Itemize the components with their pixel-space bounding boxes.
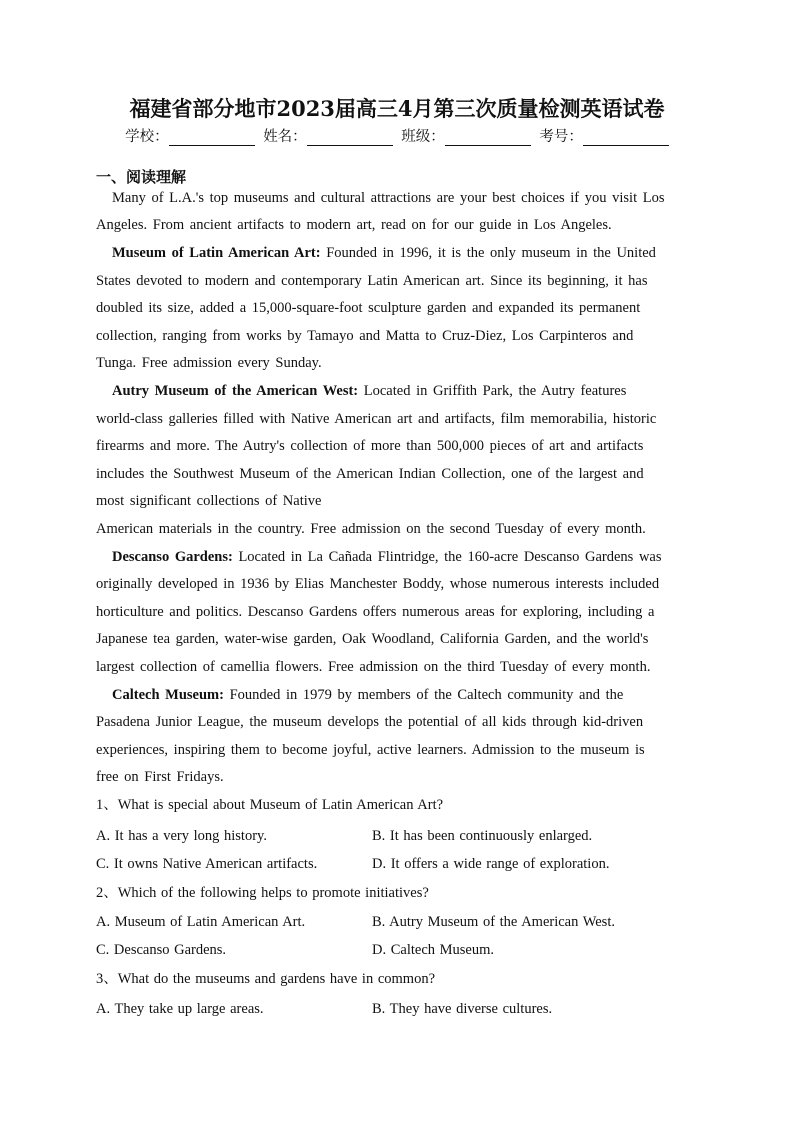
- page-title: 福建省部分地市2023届高三4月第三次质量检测英语试卷: [129, 96, 665, 121]
- descanso-paragraph-first: [112, 547, 712, 567]
- passage-intro-line: Angeles. From ancient artifacts to modern art, read on for our guide in Los Angeles.: [96, 217, 612, 233]
- school-label: 学校：: [125, 129, 169, 145]
- latin-museum-line: Tunga. Free admission every Sunday.: [96, 355, 322, 371]
- latin-museum-line: States devoted to modern and contemporary Latin American art. Since its beginning, it has: [96, 273, 648, 289]
- caltech-line: experiences, inspiring them to become joyful, active learners. Admission to the museum is: [96, 742, 645, 758]
- answer-option[interactable]: B. Autry Museum of the American West.: [372, 914, 615, 930]
- answer-option[interactable]: D. Caltech Museum.: [372, 942, 495, 958]
- latin-museum-line: doubled its size, added a 15,000-square-foot sculpture garden and expanded its permanent: [96, 300, 641, 316]
- autry-museum-line: most significant collections of Native: [96, 493, 322, 509]
- exam-number-label: 考号：: [539, 129, 583, 145]
- caltech-line: free on First Fridays.: [96, 769, 224, 785]
- latin-museum-line: collection, ranging from works by Tamayo and Matta to Cruz-Diez, Los Carpinteros and: [96, 328, 634, 344]
- answer-option[interactable]: C. Descanso Gardens.: [96, 942, 227, 958]
- question-stem: 2、Which of the following helps to promote initiatives?: [96, 885, 429, 901]
- answer-option[interactable]: A. It has a very long history.: [96, 828, 267, 844]
- descanso-line: horticulture and politics. Descanso Gardens offers numerous areas for exploring, including a: [96, 604, 655, 620]
- name-label: 姓名：: [263, 129, 307, 145]
- exam-number-blank[interactable]: [583, 130, 669, 146]
- autry-museum-line: includes the Southwest Museum of the American Indian Collection, one of the largest and: [96, 466, 644, 482]
- student-info-line: [0, 125, 794, 146]
- autry-museum-line: world-class galleries filled with Native American art and artifacts, film memorabilia, historic: [96, 411, 657, 427]
- caltech-paragraph-first: [112, 685, 712, 705]
- school-blank[interactable]: [169, 130, 255, 146]
- autry-museum-line: American materials in the country. Free admission on the second Tuesday of every month.: [96, 521, 646, 537]
- answer-option[interactable]: D. It offers a wide range of exploration.: [372, 856, 610, 872]
- descanso-line: Japanese tea garden, water-wise garden, Oak Woodland, California Garden, and the world's: [96, 631, 649, 647]
- section-heading: 一、阅读理解: [96, 168, 187, 186]
- caltech-text: Founded in 1979 by members of the Caltech community and the: [229, 687, 624, 703]
- answer-option[interactable]: A. Museum of Latin American Art.: [96, 914, 306, 930]
- passage-intro-line: Many of L.A.'s top museums and cultural attractions are your best choices if you visit Los: [112, 190, 665, 206]
- caltech-name: Caltech Museum:: [112, 687, 224, 703]
- autry-museum-name: Autry Museum of the American West:: [112, 383, 359, 399]
- question-stem: 1、What is special about Museum of Latin American Art?: [96, 797, 444, 813]
- latin-museum-paragraph-first: [112, 243, 712, 263]
- name-blank[interactable]: [307, 130, 393, 146]
- answer-option[interactable]: C. It owns Native American artifacts.: [96, 856, 318, 872]
- answer-option[interactable]: B. They have diverse cultures.: [372, 1001, 553, 1017]
- latin-museum-name: Museum of Latin American Art:: [112, 245, 321, 261]
- question-stem: 3、What do the museums and gardens have in common?: [96, 971, 436, 987]
- descanso-name: Descanso Gardens:: [112, 549, 233, 565]
- autry-museum-line: firearms and more. The Autry's collection of more than 500,000 pieces of art and artifacts: [96, 438, 644, 454]
- descanso-line: largest collection of camellia flowers. Free admission on the third Tuesday of every month.: [96, 659, 651, 675]
- autry-museum-paragraph-first: [112, 381, 712, 401]
- autry-museum-text: Located in Griffith Park, the Autry features: [363, 383, 627, 399]
- class-blank[interactable]: [445, 130, 531, 146]
- answer-option[interactable]: A. They take up large areas.: [96, 1001, 264, 1017]
- class-label: 班级：: [401, 129, 445, 145]
- descanso-line: originally developed in 1936 by Elias Manchester Boddy, whose numerous interests included: [96, 576, 660, 592]
- answer-option[interactable]: B. It has been continuously enlarged.: [372, 828, 593, 844]
- caltech-line: Pasadena Junior League, the museum develops the potential of all kids through kid-driven: [96, 714, 644, 730]
- descanso-text: Located in La Cañada Flintridge, the 160-acre Descanso Gardens was: [238, 549, 662, 565]
- latin-museum-text: Founded in 1996, it is the only museum in the United: [326, 245, 656, 261]
